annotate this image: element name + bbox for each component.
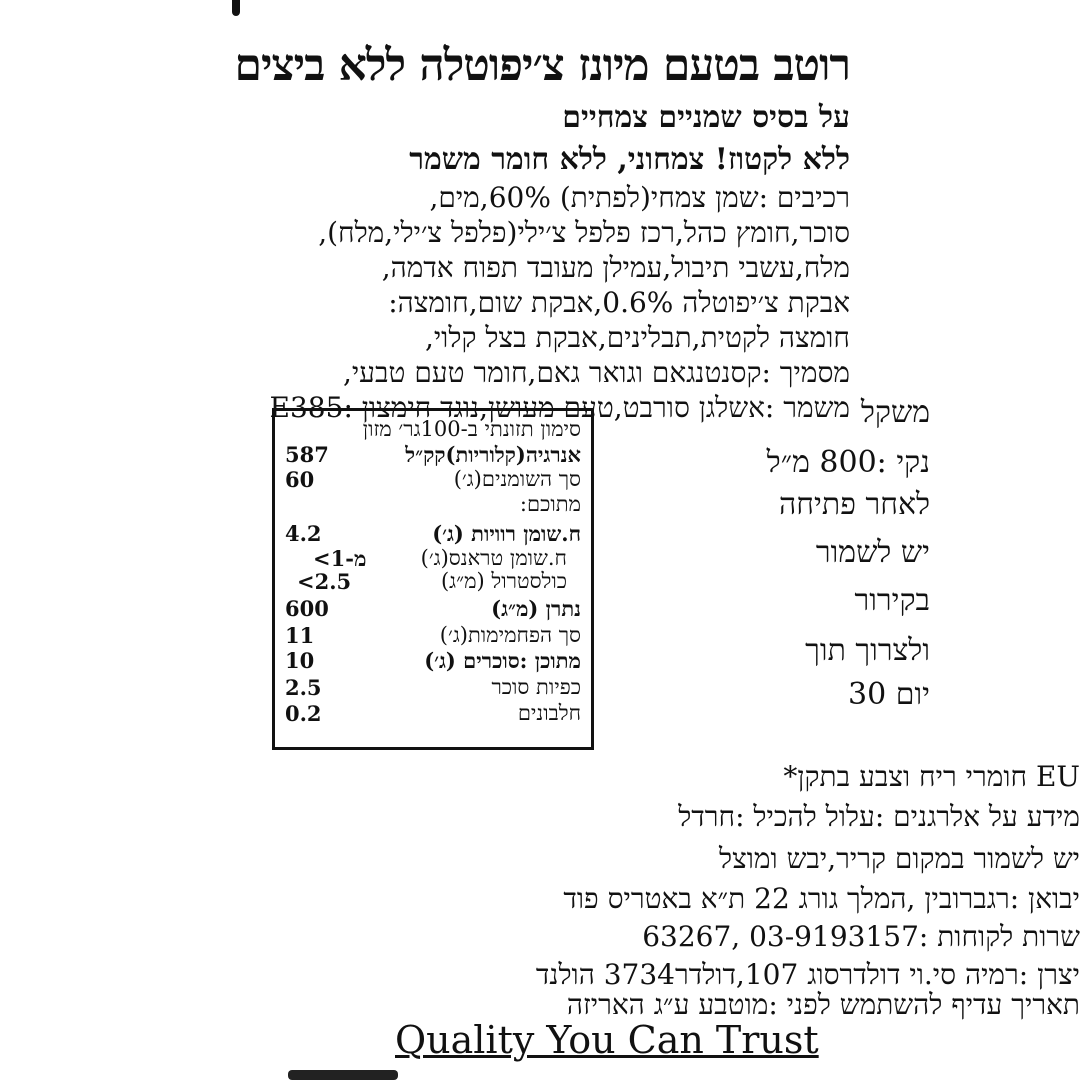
nutrition-row [285,703,581,725]
nutrition-label: אנרגיה(קלוריות)קק״ל [405,442,581,467]
ingredients-line: אבקת צ׳יפוטלה 0.6%,אבקת שום,חומצה: [388,286,850,319]
nutrition-row [285,494,581,516]
nutrition-label: כולסטרול (מ״ג) [440,569,567,593]
nutrition-value: 0.2 [285,701,322,726]
after-opening: לאחר פתיחה [779,487,930,522]
nutrition-label: סך השומנים(ג׳) [453,467,581,491]
net-weight: נקי :800 מ״ל [766,445,930,480]
best-before-info: תאריך עדיף להשתמש לפני :מוטבע ע״ג האריזה [566,988,1080,1021]
allergen-info: מידע על אלרגנים :עלול להכיל :חרדל [678,800,1080,833]
ingredients-line: מסמיך :קסנטנגאם וגואר גאם,חומר טעם טבעי, [342,356,850,389]
nutrition-label: ח.שומן רוויות (ג׳) [432,521,581,546]
nutrition-row [285,650,581,672]
ingredients-line: סוכר,חומץ כהל,רכז פלפל צ׳ילי(פלפל צ׳ילי,מלח), [318,216,850,249]
customer-service: 63267, שרות לקוחות :03-9193157 [642,920,1080,953]
nutrition-value: 11 [285,623,315,648]
refrigerated-instruction: בקירור [854,583,930,618]
ingredients-line: חומצה לקטית,תבלינים,אבקת בצל קלוי, [424,321,850,354]
nutrition-row [285,444,581,466]
nutrition-value: 600 [285,596,329,621]
nutrition-label: ח.שומן טראנס(ג׳) [420,546,567,570]
ingredients-line: רכיבים :שמן צמחי(לפתית) 60%,מים, [429,181,850,214]
nutrition-value: <2.5 [297,569,352,594]
nutrition-row [285,469,581,491]
nutrition-row [285,677,581,699]
nutrition-label: כפיות סוכר [491,675,581,699]
nutrition-label: מתוכם: [519,492,581,516]
nutrition-value: 2.5 [285,675,322,700]
quality-slogan: Quality You Can Trust [395,1018,819,1062]
ingredients-line: מלח,עשבי תיבול,עמילן מעובד תפוח אדמה, [381,251,850,284]
bottom-mark [288,1070,398,1080]
days-count: 30 יום [848,677,930,712]
corner-mark [232,0,240,16]
nutrition-label: סך הפחמימות(ג׳) [439,623,581,647]
manufacturer-info: יצרן :רמיה סי.וי דולדרסוג 107,דולדר3734 הולנד [535,958,1080,991]
nutrition-row [285,598,581,620]
nutrition-value: 587 [285,442,329,467]
nutrition-label: מתוכן :סוכרים (ג׳) [424,648,581,673]
nutrition-row [285,548,581,570]
nutrition-value: 60 [285,467,315,492]
storage-info: יש לשמור במקום קריר,יבש ומוצל [718,842,1080,875]
ingredients-line: משמר :אשלגן סורבט,טעם מעושן,נוגד חימצון :E385 [269,391,850,424]
product-subtitle: על בסיס שמניים צמחיים [562,100,850,135]
keep-instruction: יש לשמור [815,535,930,570]
nutrition-row [285,571,581,593]
nutrition-value: <מ-1 [313,546,367,571]
color-notice: *חומרי ריח וצבע בתקן EU [783,760,1080,793]
nutrition-row [285,523,581,545]
product-title: רוטב בטעם מיונז צ׳יפוטלה ללא ביצים [234,40,850,91]
weight-label: משקל [860,395,930,430]
nutrition-title: סימון תזונתי ב-100גר׳ מזון [362,417,581,441]
importer-info: יבואן :רגברובין ,המלך גורג 22 ת״א באטריס פוד [563,882,1080,915]
nutrition-label: חלבונים [517,701,581,725]
product-tagline: ללא לקטוז! צמחוני, ללא חומר משמר [409,142,850,177]
nutrition-row [285,625,581,647]
nutrition-table [272,408,594,750]
nutrition-value: 4.2 [285,521,322,546]
nutrition-value: 10 [285,648,315,673]
consume-instruction: ולצרוך תוך [805,633,930,668]
nutrition-label: נתרן (מ״ג) [491,596,581,621]
ingredients-list [230,180,850,425]
